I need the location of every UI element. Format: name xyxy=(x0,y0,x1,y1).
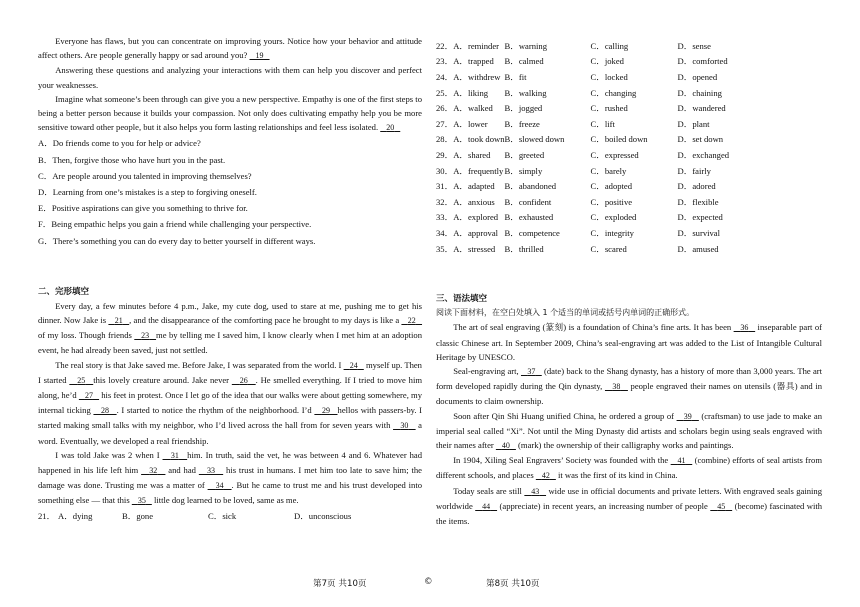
question-row xyxy=(436,38,758,54)
option-item: G．There’s something you can do every day to better yourself in different ways. xyxy=(38,235,316,246)
reading-paragraph: Everyone has flaws, but you can concentrate on improving yours. Notice how your behavior and attitude affect others. Are people generally happy or sad around you? 19 xyxy=(38,36,422,61)
option-item: F．Being empathic helps you gain a friend while challenging your perspective. xyxy=(38,219,312,230)
option-item: A．Do friends come to you for help or advice? xyxy=(38,138,201,149)
answer-blank-40[interactable]: 40 xyxy=(501,440,510,450)
answer-blank-24[interactable]: 24 xyxy=(349,360,358,370)
option-b: B．warning xyxy=(504,40,548,51)
option-b: B．confident xyxy=(504,196,552,207)
option-c: C．rushed xyxy=(590,103,628,114)
option-b: B．simply xyxy=(504,165,543,176)
option-c: C．sick xyxy=(208,510,237,521)
answer-blank-43[interactable]: 43 xyxy=(531,486,540,496)
grammar-paragraph: Today seals are still 43 wide use in official documents and private letters. With engraved seals gaining worldwide 44 (appreciate) in recent years, an increasing number of people 45 (become) fascinated with the items. xyxy=(436,485,823,526)
option-item: E．Positive aspirations can give you something to thrive for. xyxy=(38,203,248,214)
option-d: D．unconscious xyxy=(294,510,352,521)
grammar-paragraph: Seal-engraving art, 37 (date) back to the Shang dynasty, has a history of more than 3,000 years. The art form developed rapidly during the Qin dynasty, 38 people engraved their names on utensils (器具) and in documents to claim ownership. xyxy=(436,365,823,407)
option-c: C．boiled down xyxy=(590,134,648,145)
question-option-a: 27．A．lower xyxy=(436,118,488,129)
question-option-a: 29．A．shared xyxy=(436,149,491,160)
left-column xyxy=(38,34,422,523)
option-d: D．expected xyxy=(677,212,723,223)
grammar-paragraph: The art of seal engraving (篆刻) is a foundation of China’s fine arts. It has been 36 inseparable part of classic Chinese art. In September 2009, China’s seal-engraving art was added to the List of Intangible Cultural Heritage by UNESCO. xyxy=(436,322,823,362)
option-c: C．scared xyxy=(590,243,627,254)
answer-blank-22[interactable]: 22 xyxy=(407,316,416,326)
option-c: C．calling xyxy=(590,40,629,51)
question-option-a: 23．A．trapped xyxy=(436,56,494,67)
option-b: B．abandoned xyxy=(504,181,557,192)
footer-right-page: 第8页 共10页 xyxy=(486,579,540,589)
answer-blank-42[interactable]: 42 xyxy=(541,471,550,481)
question-option-a: 24．A．withdrew xyxy=(436,71,501,82)
option-b: B．slowed down xyxy=(504,134,565,145)
option-c: C．changing xyxy=(590,87,637,98)
answer-blank-29[interactable]: 29 xyxy=(321,406,330,416)
option-d: D．survival xyxy=(677,227,721,238)
option-d: D．exchanged xyxy=(677,149,730,160)
cloze-paragraph: I was told Jake was 2 when I 31 him. In truth, said the vet, he was between 4 and 6. Whatever had happened in his life left him 32 and had 33 his trust in humans. I met him too late to save him; the damage was done. Trusting me was a matter of 34 . But he came to trust me and his trust developed into something else — that this 35 little dog learned to be loved, same as me. xyxy=(38,449,423,506)
answer-blank-30[interactable]: 30 xyxy=(400,421,409,431)
reading-section xyxy=(38,34,422,249)
option-b: B．walking xyxy=(504,87,547,98)
answer-blank-39[interactable]: 39 xyxy=(683,411,692,421)
answer-blank-32[interactable]: 32 xyxy=(149,466,158,476)
right-column xyxy=(436,38,822,528)
question-option-a: 32．A．anxious xyxy=(436,196,495,207)
question-21-options xyxy=(38,509,422,523)
option-b: B．thrilled xyxy=(504,243,544,254)
answer-blank-44[interactable]: 44 xyxy=(482,501,491,511)
footer-symbol: © xyxy=(424,577,433,587)
question-option-a: 33．A．explored xyxy=(436,212,499,223)
option-d: D．adored xyxy=(677,181,716,192)
question-option-a: 30．A．frequently xyxy=(436,165,504,176)
option-d: D．fairly xyxy=(677,165,711,176)
option-a: A．dying xyxy=(58,510,93,521)
cloze-paragraph: Every day, a few minutes before 4 p.m., Jake, my cute dog, used to stare at me, pushing me to get his dinner. Now Jake is 21 , and the disappearance of the comforting pace he brought to my days is like a 22 of my loss. Though friends 23 me by telling me I saved him, I know clearly when I met him at an adoption event, he had already been saved, just not settled. xyxy=(38,300,423,356)
reading-paragraph: Answering these questions and analyzing your interactions with them can help you discover and perfect your weaknesses. xyxy=(38,65,422,90)
option-c: C．lift xyxy=(590,118,615,129)
option-d: D．flexible xyxy=(677,196,719,207)
question-option-a: 26．A．walked xyxy=(436,103,493,114)
answer-blank-37[interactable]: 37 xyxy=(527,366,536,376)
option-c: C．locked xyxy=(590,71,628,82)
answer-blank-34[interactable]: 34 xyxy=(215,481,224,491)
grammar-heading: 三、语法填空 xyxy=(436,294,488,305)
option-d: D．amused xyxy=(677,243,719,254)
option-d: D．plant xyxy=(677,118,710,129)
option-b: B．fit xyxy=(504,71,527,82)
answer-blank-35[interactable]: 35 xyxy=(137,496,146,506)
question-row xyxy=(436,69,758,85)
option-b: B．calmed xyxy=(504,56,544,67)
answer-blank-25[interactable]: 25 xyxy=(77,375,86,385)
grammar-instruction: 阅读下面材料，在空白处填入 1 个适当的单词或括号内单词的正确形式。 xyxy=(436,308,695,318)
option-item: D．Learning from one’s mistakes is a step to forgiving oneself. xyxy=(38,187,257,198)
option-d: D．set down xyxy=(677,134,724,145)
option-d: D．opened xyxy=(677,71,718,82)
footer-left-page: 第7页 共10页 xyxy=(313,579,367,589)
answer-blank-28[interactable]: 28 xyxy=(101,406,110,416)
answer-blank-21[interactable]: 21 xyxy=(114,316,123,326)
answer-blank-36[interactable]: 36 xyxy=(740,323,749,333)
option-c: C．adopted xyxy=(590,181,633,192)
question-row xyxy=(436,100,758,116)
question-row xyxy=(436,132,758,148)
question-row xyxy=(436,54,758,70)
question-row xyxy=(436,241,758,257)
option-c: C．integrity xyxy=(590,227,634,238)
option-b: B．exhausted xyxy=(504,212,554,223)
question-option-a: 22．A．reminder xyxy=(436,40,500,51)
option-b: B．greeted xyxy=(504,149,545,160)
grammar-paragraph: Soon after Qin Shi Huang unified China, he ordered a group of 39 (craftsman) to use jade to make an imperial seal called “Xi”. Not until the Ming Dynasty did artists and scholars begin using seals engraved with their names after 40 (mark) the ownership of their calligraphy works and paintings. xyxy=(436,410,823,450)
cloze-heading: 二、完形填空 xyxy=(38,286,90,297)
answer-blank-33[interactable]: 33 xyxy=(207,466,215,476)
answer-blank-45[interactable]: 45 xyxy=(717,501,726,511)
reading-paragraph: Imagine what someone’s been through can give you a new perspective. Empathy is one of the first steps to being a better person because it builds your compassion. Not only does cultivating empathy help you be more sensitive toward other people, but it also helps you form lasting relationships and feel less isolated. 20 xyxy=(38,93,422,133)
question-row xyxy=(436,116,758,132)
option-item: C．Are people around you talented in improving themselves? xyxy=(38,170,252,181)
option-d: D．comforted xyxy=(677,56,728,67)
answer-blank-23[interactable]: 23 xyxy=(141,331,150,341)
question-row xyxy=(436,210,758,226)
option-d: D．wandered xyxy=(677,103,726,114)
question-option-a: 31．A．adapted xyxy=(436,181,495,192)
question-number: 21． xyxy=(38,510,56,521)
question-option-a: 25．A．liking xyxy=(436,87,489,98)
option-c: C．exploded xyxy=(590,212,637,223)
option-b: B．freeze xyxy=(504,118,540,129)
option-d: D．sense xyxy=(677,40,711,51)
question-row xyxy=(436,178,758,194)
option-c: C．positive xyxy=(590,196,633,207)
answer-blank-26[interactable]: 26 xyxy=(239,375,248,385)
option-b: B．gone xyxy=(122,510,154,521)
question-row xyxy=(436,147,758,163)
question-row xyxy=(436,85,758,101)
grammar-passage xyxy=(436,320,822,528)
grammar-paragraph: In 1904, Xiling Seal Engravers’ Society was founded with the 41 (combine) efforts of seal artists from different schools, and places 42 it was the first of its kind in China. xyxy=(436,455,823,481)
answer-blank-31[interactable]: 31 xyxy=(170,450,179,460)
answer-blank-20[interactable]: 20 xyxy=(386,123,395,133)
cloze-passage xyxy=(38,299,422,509)
question-option-a: 34．A．approval xyxy=(436,227,499,238)
answer-blank-27[interactable]: 27 xyxy=(84,391,93,401)
answer-blank-38[interactable]: 38 xyxy=(612,382,621,392)
question-row xyxy=(436,194,758,210)
option-b: B．competence xyxy=(504,227,560,238)
question-row xyxy=(436,163,758,179)
option-c: C．barely xyxy=(590,165,627,176)
option-b: B．jogged xyxy=(504,103,543,114)
answer-blank-41[interactable]: 41 xyxy=(677,456,686,466)
option-c: C．joked xyxy=(590,56,624,67)
question-option-a: 28．A．took down xyxy=(436,134,505,145)
cloze-paragraph: The real story is that Jake saved me. Before Jake, I was separated from the world. I 24 myself up. Then I started 25 this lovely creature around. Jake never 26 . He smelled everything. If I tried to move him along, he’d 27 his feet in protest. Once I let go of the idea that our walks were about getting somewhere, my internal ticking 28 . I started to notice the rhythm of the neighborhood. I’d 29 hellos with passers-by. I started making small talks with my neighbor, who I’d lived across the hall from for seven years with 30 a word. Eventually, we developed a real friendship. xyxy=(38,359,423,446)
multiple-choice-table xyxy=(436,38,758,256)
option-item: B．Then, forgive those who have hurt you in the past. xyxy=(38,154,226,165)
option-d: D．chaining xyxy=(677,87,722,98)
question-option-a: 35．A．stressed xyxy=(436,243,496,254)
answer-blank-19[interactable]: 19 xyxy=(255,51,264,61)
question-row xyxy=(436,225,758,241)
option-c: C．expressed xyxy=(590,149,639,160)
